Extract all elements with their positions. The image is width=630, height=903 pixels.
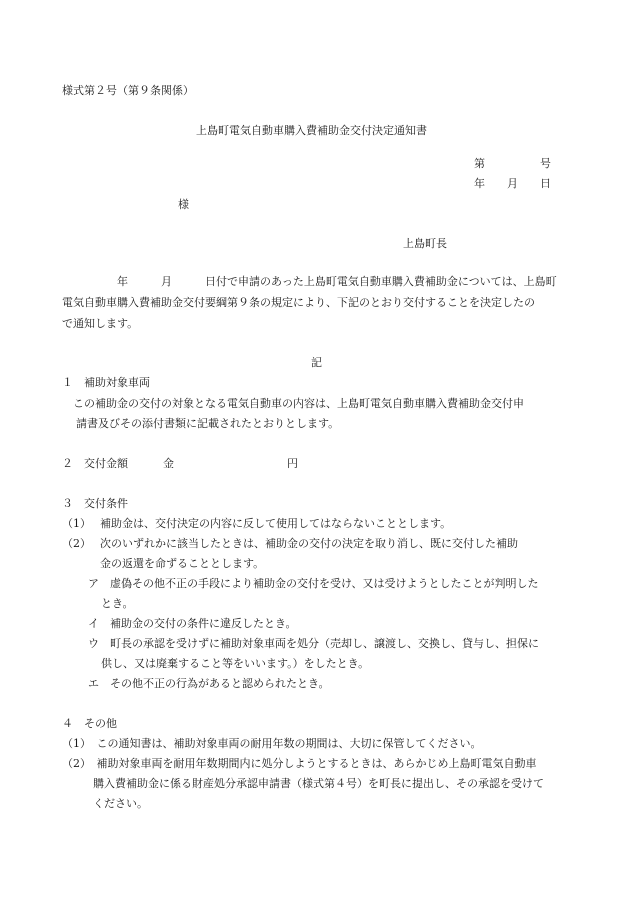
other-2-line-3: ください。 <box>93 797 148 810</box>
intro-line-2: 電気自動車購入費補助金交付要綱第９条の規定により、下記のとおり交付することを決定したの <box>62 296 535 309</box>
section3-heading: ３ 交付条件 <box>62 497 128 510</box>
other-2-line-2: 購入費補助金に係る財産処分承認申請書（様式第４号）を町長に提出し、その承認を受けて <box>93 777 544 790</box>
condition-i: イ 補助金の交付の条件に違反したとき。 <box>88 617 297 630</box>
condition-u-line-1: ウ 町長の承認を受けずに補助対象車両を処分（売却し、譲渡し、交換し、貸与し、担保に <box>88 637 539 650</box>
section2-heading: ２ 交付金額 <box>62 457 128 470</box>
amount-yen: 円 <box>287 457 298 470</box>
section1-line-2: 請書及びその添付書類に記載されたとおりとします。 <box>76 417 340 430</box>
section1-heading: １ 補助対象車両 <box>62 376 150 389</box>
other-1: （1） この通知書は、補助対象車両の耐用年数の期間は、大切に保管してください。 <box>62 737 482 750</box>
condition-e: エ その他不正の行為があると認められたとき。 <box>88 677 330 690</box>
condition-a-line-1: ア 虚偽その他不正の手段により補助金の交付を受け、又は受けようとしたことが判明した <box>88 577 539 590</box>
issuer: 上島町長 <box>403 237 447 250</box>
condition-2-line-1: （2） 次のいずれかに該当したときは、補助金の交付の決定を取り消し、既に交付した補助 <box>62 537 518 550</box>
condition-2-line-2: 金の返還を命ずることとします。 <box>100 557 265 570</box>
ki-label: 記 <box>311 356 322 369</box>
intro-line-3: で通知します。 <box>62 317 139 330</box>
addressee: 様 <box>178 198 189 211</box>
amount-kin: 金 <box>163 457 174 470</box>
form-number: 様式第２号（第９条関係） <box>62 84 194 97</box>
section1-line-1: この補助金の交付の対象となる電気自動車の内容は、上島町電気自動車購入費補助金交付申 <box>62 397 524 410</box>
section4-heading: ４ その他 <box>62 717 117 730</box>
condition-u-line-2: 供し、又は廃棄すること等をいいます。）をしたとき。 <box>101 657 370 670</box>
intro-line-1: 年 月 日付で申請のあった上島町電気自動車購入費補助金については、上島町 <box>62 275 557 288</box>
other-2-line-1: （2） 補助対象車両を耐用年数期間内に処分しようとするときは、あらかじめ上島町電気自動車 <box>62 757 537 770</box>
document-title: 上島町電気自動車購入費補助金交付決定通知書 <box>196 124 427 137</box>
condition-a-line-2: とき。 <box>101 597 134 610</box>
document-date: 年 月 日 <box>474 177 551 190</box>
condition-1: （1） 補助金は、交付決定の内容に反して使用してはならないこととします。 <box>62 517 452 530</box>
document-number: 第 号 <box>474 157 551 170</box>
